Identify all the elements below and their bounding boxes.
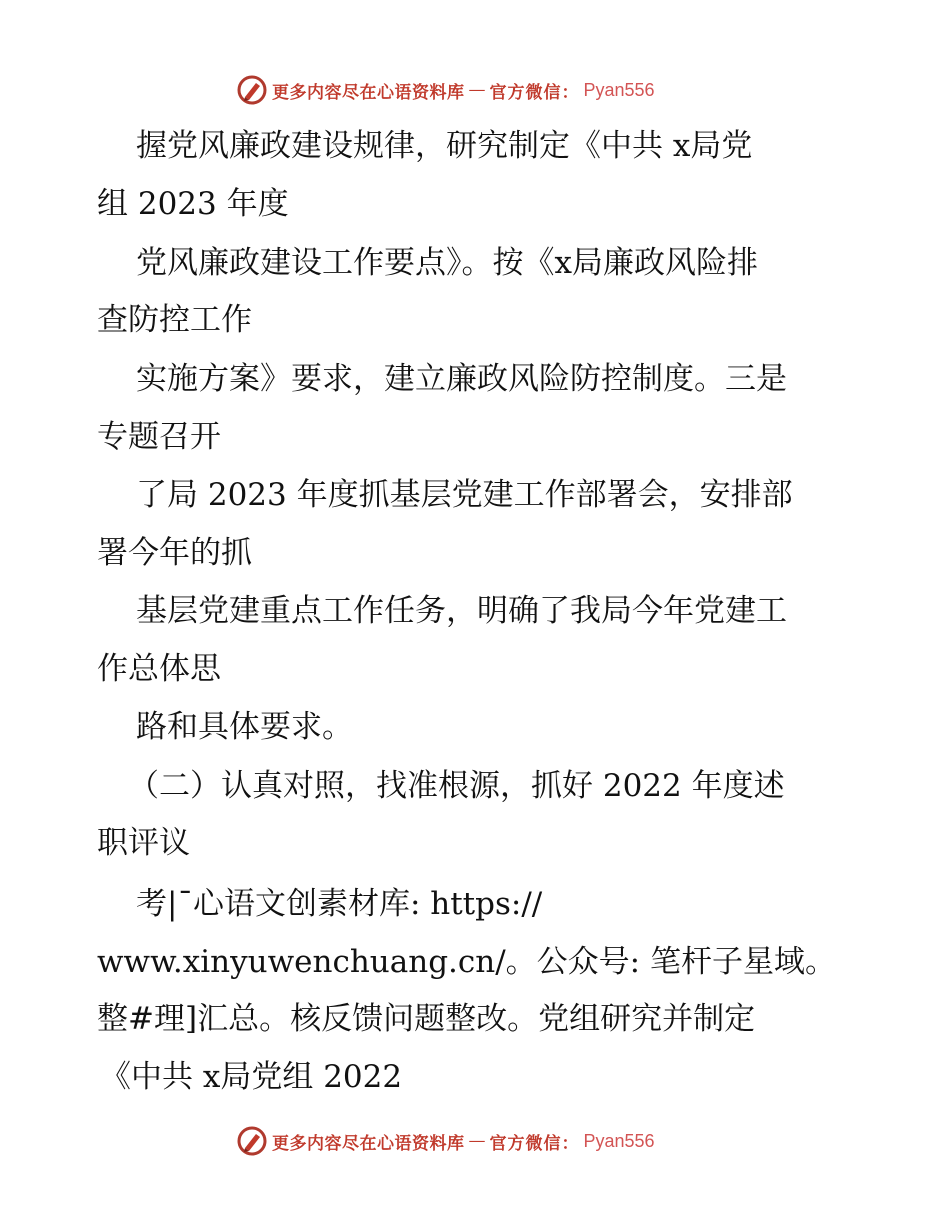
text-line: 考|¯心语文创素材库: https:// [136, 886, 543, 922]
text-line: 握党风廉政建设规律，研究制定《中共 x局党 [136, 128, 753, 164]
text-line: 整#理]汇总。核反馈问题整改。党组研究并制定 [97, 1001, 756, 1037]
text-line: 基层党建重点工作任务，明确了我局今年党建工 [136, 593, 787, 629]
banner-main-text: 更多内容尽在心语资料库 [272, 82, 465, 103]
text-line: 路和具体要求。 [136, 709, 353, 745]
text-line: 党风廉政建设工作要点》。按《x局廉政风险排 [136, 245, 758, 281]
text-line: 专题召开 [97, 419, 221, 455]
banner-main-text: 更多内容尽在心语资料库 [272, 1133, 465, 1154]
text-line: 《中共 x局党组 2022 [100, 1059, 403, 1095]
footer-banner [236, 1124, 655, 1158]
text-line: （二）认真对照，找准根源，抓好 2022 年度述 [128, 768, 785, 804]
banner-sub-text: 官方微信： [489, 82, 580, 103]
banner-wechat-id: Pyan556 [583, 79, 655, 100]
text-line: 署今年的抓 [97, 535, 252, 571]
text-line: 查防控工作 [97, 302, 252, 338]
banner-dash: — [468, 80, 486, 100]
text-line: www.xinyuwenchuang.cn/。公众号: 笔杆子星域。 [97, 944, 836, 980]
text-line: 组 2023 年度 [97, 186, 289, 222]
text-line: 实施方案》要求，建立廉政风险防控制度。三是 [136, 361, 787, 397]
pen-circle-icon [236, 1125, 268, 1157]
banner-dash: — [468, 1131, 486, 1151]
text-line: 作总体思 [97, 651, 221, 687]
text-line: 了局 2023 年度抓基层党建工作部署会，安排部 [136, 477, 793, 513]
text-line: 职评议 [97, 825, 190, 861]
banner-sub-text: 官方微信： [489, 1133, 580, 1154]
banner-wechat-id: Pyan556 [583, 1130, 655, 1151]
